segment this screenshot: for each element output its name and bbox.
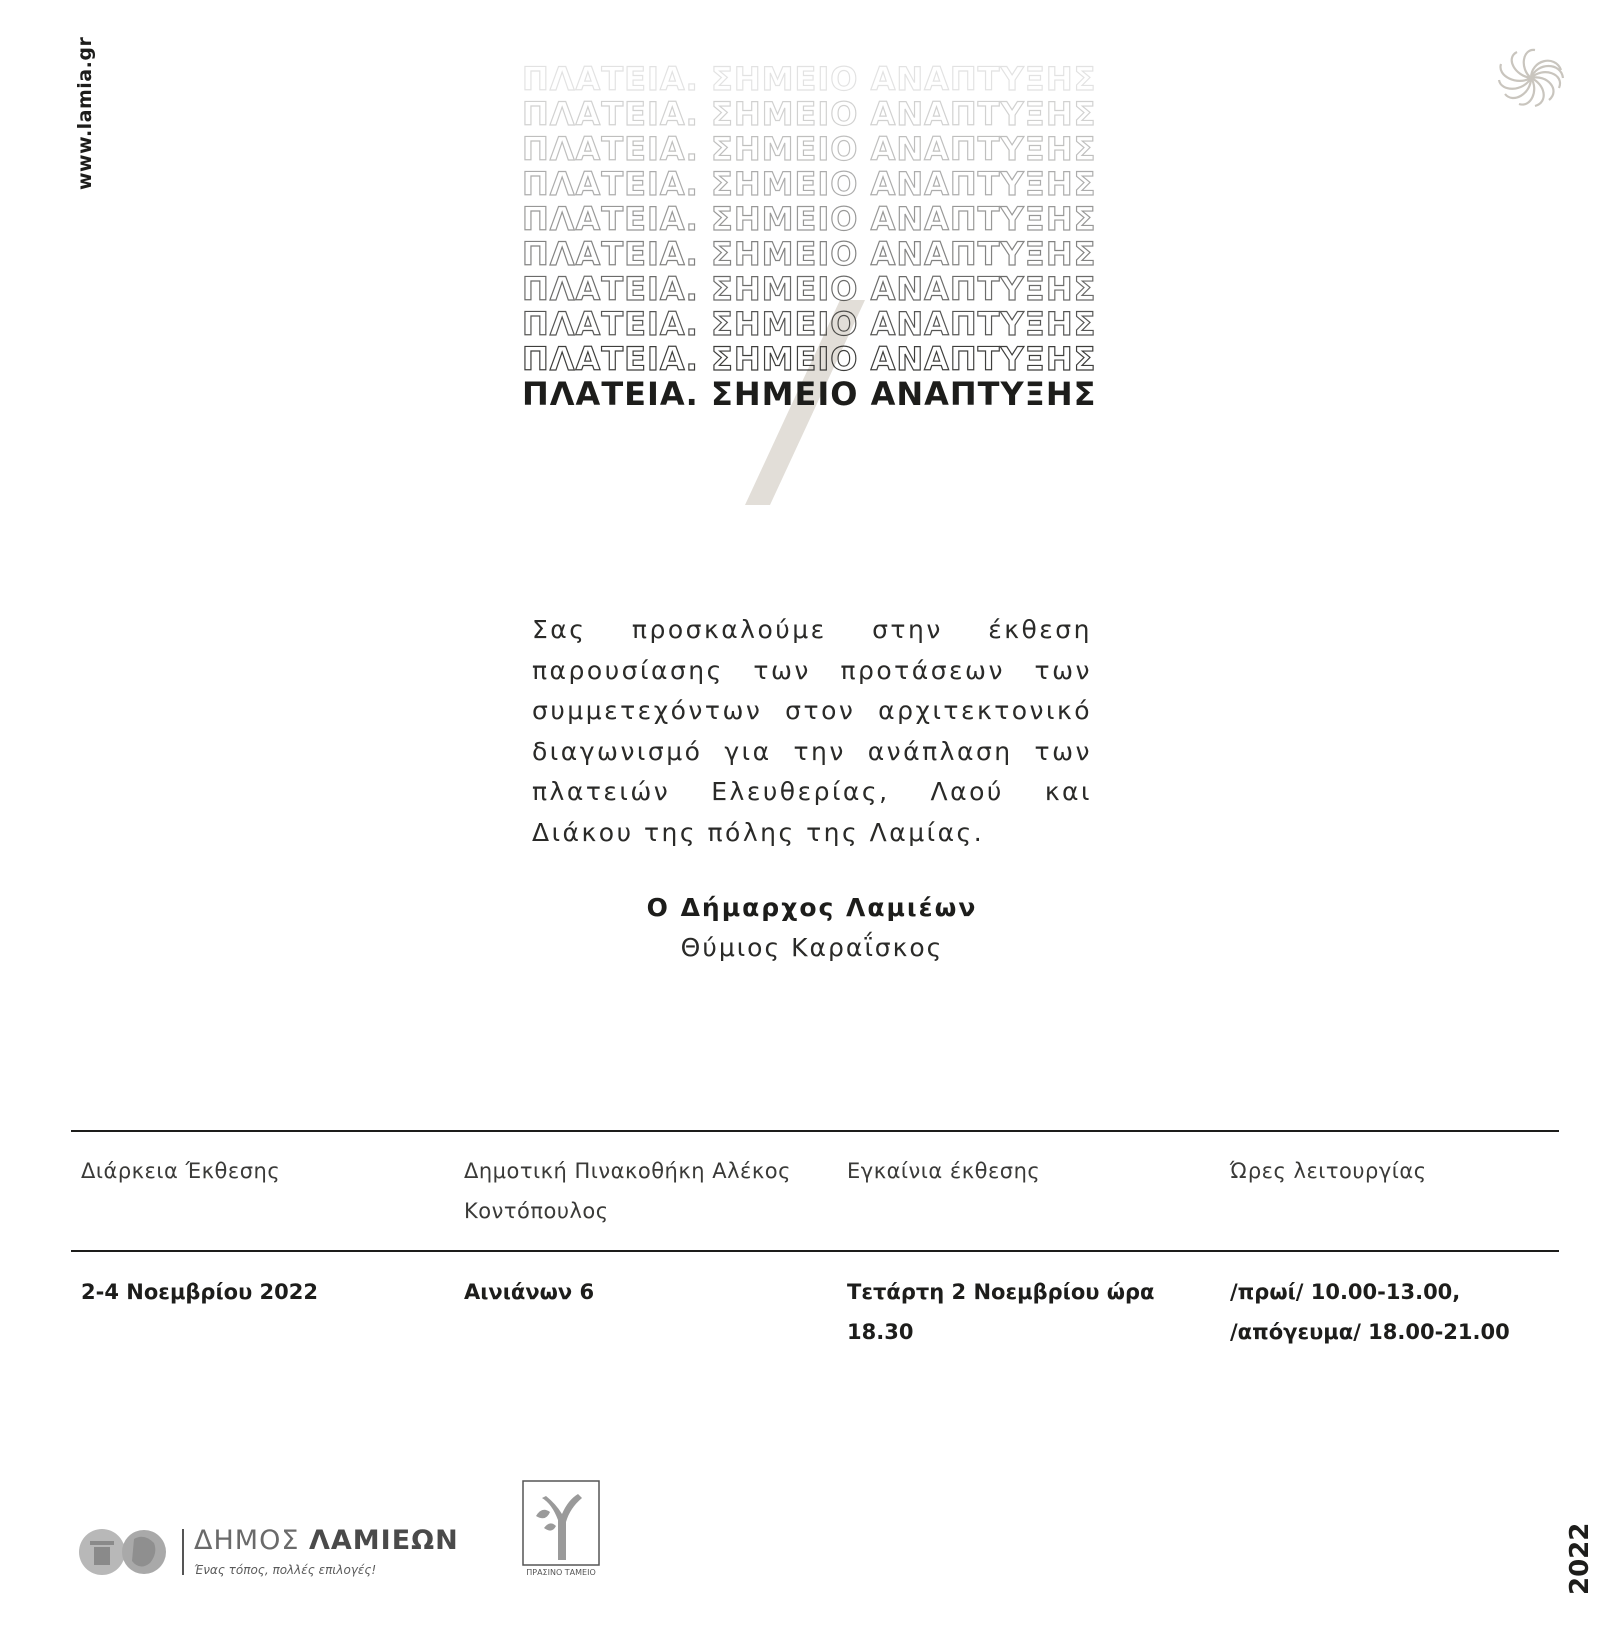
year-label: 2022: [1565, 1522, 1595, 1595]
hours-value: [1230, 1272, 1570, 1352]
invitation-text: Σας προσκαλούμε στην έκθεση παρουσίασης των προτάσεων των συμμετεχόντων στον αρχιτεκτονικό διαγωνισμό για την ανάπλαση των πλατειών Ελευθερίας, Λαού και Διάκου της πόλης της Λαμίας.: [532, 615, 1092, 847]
opening-label: Εγκαίνια έκθεσης: [847, 1159, 1041, 1183]
tameio-label: ΠΡΑΣΙΝΟ ΤΑΜΕΙΟ: [526, 1568, 596, 1577]
dimos-tagline: Ένας τόπος, πολλές επιλογές!: [194, 1563, 377, 1577]
dimos-prefix: ΔΗΜΟΣ: [194, 1525, 300, 1556]
title-echo-line: ΠΛΑΤΕΙΑ. ΣΗΜΕΙΟ ΑΝΑΠΤΥΞΗΣ: [522, 340, 1097, 378]
dimos-lamieon-logo: [78, 1525, 458, 1585]
hours-label: Ώρες λειτουργίας: [1230, 1159, 1427, 1183]
title-echo-line: ΠΛΑΤΕΙΑ. ΣΗΜΕΙΟ ΑΝΑΠΤΥΞΗΣ: [522, 130, 1097, 168]
main-title: ΠΛΑΤΕΙΑ. ΣΗΜΕΙΟ ΑΝΑΠΤΥΞΗΣ: [522, 375, 1097, 413]
logo-separator: [182, 1529, 184, 1575]
hours-evening: /απόγευμα/ 18.00-21.00: [1230, 1320, 1510, 1344]
signature-title: Ο Δήμαρχος Λαμιέων: [646, 893, 978, 922]
divider-middle: [71, 1250, 1559, 1252]
venue-value: Αινιάνων 6: [464, 1280, 595, 1304]
divider-top: [71, 1130, 1559, 1132]
dimos-wordmark: [194, 1525, 459, 1556]
title-echo-line: ΠΛΑΤΕΙΑ. ΣΗΜΕΙΟ ΑΝΑΠΤΥΞΗΣ: [522, 165, 1097, 203]
duration-label: Διάρκεια Έκθεσης: [81, 1159, 281, 1183]
title-echo-line: ΠΛΑΤΕΙΑ. ΣΗΜΕΙΟ ΑΝΑΠΤΥΞΗΣ: [522, 305, 1097, 343]
title-echo-line: ΠΛΑΤΕΙΑ. ΣΗΜΕΙΟ ΑΝΑΠΤΥΞΗΣ: [522, 200, 1097, 238]
hours-morning: /πρωί/ 10.00-13.00,: [1230, 1280, 1461, 1304]
title-echo-line: ΠΛΑΤΕΙΑ. ΣΗΜΕΙΟ ΑΝΑΠΤΥΞΗΣ: [522, 270, 1097, 308]
dimos-emblem-icon: [78, 1527, 172, 1577]
signature-name: Θύμιος Καραΐσκος: [680, 933, 944, 962]
title-block: [522, 60, 1097, 413]
venue-label: Δημοτική Πινακοθήκη Αλέκος Κοντόπουλος: [464, 1159, 791, 1223]
spiral-logo-icon: [1495, 46, 1567, 110]
website-url[interactable]: www.lamia.gr: [74, 36, 96, 190]
title-echo-line: ΠΛΑΤΕΙΑ. ΣΗΜΕΙΟ ΑΝΑΠΤΥΞΗΣ: [522, 235, 1097, 273]
dimos-city: ΛΑΜΙΕΩΝ: [308, 1525, 459, 1556]
duration-value: 2-4 Νοεμβρίου 2022: [81, 1280, 319, 1304]
prasino-tameio-logo: [522, 1480, 600, 1580]
tree-icon: [522, 1480, 600, 1566]
title-echo-line: ΠΛΑΤΕΙΑ. ΣΗΜΕΙΟ ΑΝΑΠΤΥΞΗΣ: [522, 95, 1097, 133]
title-echo-line: ΠΛΑΤΕΙΑ. ΣΗΜΕΙΟ ΑΝΑΠΤΥΞΗΣ: [522, 60, 1097, 98]
opening-value: Τετάρτη 2 Νοεμβρίου ώρα 18.30: [847, 1280, 1155, 1344]
